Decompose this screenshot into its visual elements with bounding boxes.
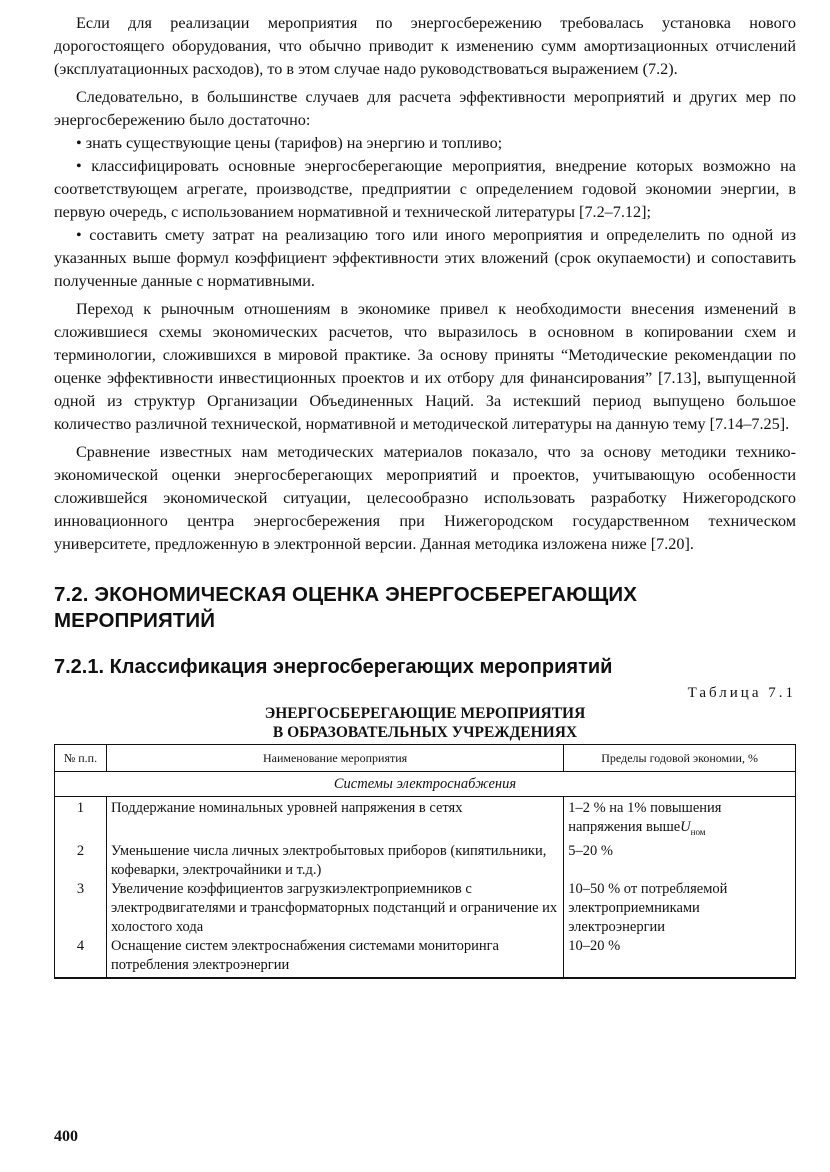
row-saving (564, 797, 796, 842)
voltage-subscript: ном (690, 826, 706, 837)
row-name: Поддержание номинальных уровней напряжения в сетях (106, 797, 563, 842)
header-name: Наименование мероприятия (106, 745, 563, 772)
page-content (54, 12, 796, 979)
table-row (55, 937, 796, 978)
row-saving: 10–20 % (564, 937, 796, 978)
row-number: 3 (55, 880, 107, 937)
row-saving: 5–20 % (564, 842, 796, 880)
subsection-heading: 7.2.1. Классификация энергосберегающих мероприятий (54, 656, 613, 678)
table-label: Таблица 7.1 (687, 685, 796, 701)
header-saving: Пределы годовой экономии, % (564, 745, 796, 772)
table-header-row (55, 745, 796, 772)
table-row (55, 842, 796, 880)
row-number: 2 (55, 842, 107, 880)
paragraph-4: Сравнение известных нам методических материалов показало, что за основу методики технико-экономической оценки энергосберегающих мероприятий и проектов, учитывающую особенности сложившейся экономической ситуации, целесообразно использовать разработку Нижегородского инновационного центра энергосбережения при Нижегородском государственном техническом университете, предложенную в электронной версии. Данная методика изложена ниже [7.20]. (54, 443, 796, 553)
table-title (54, 704, 796, 742)
row-name: Уменьшение числа личных электробытовых приборов (кипятильники, кофеварки, электрочайники и т.д.) (106, 842, 563, 880)
table-row (55, 880, 796, 937)
table-title-line2: В ОБРАЗОВАТЕЛЬНЫХ УЧРЕЖДЕНИЯХ (272, 724, 578, 741)
bullet-1: • знать существующие цены (тарифов) на энергию и топливо; (76, 134, 503, 152)
table-row (55, 797, 796, 842)
bullet-2: • классифицировать основные энергосберегающие мероприятия, внедрение которых возможно на соответствующем агрегате, производстве, предприятии с определением годовой экономии энергии, в первую очередь, с использованием нормативной и технической литературы [7.2–7.12]; (54, 157, 796, 221)
page-number: 400 (54, 1128, 78, 1145)
measures-table (54, 744, 796, 979)
table-title-line1: ЭНЕРГОСБЕРЕГАЮЩИЕ МЕРОПРИЯТИЯ (264, 705, 586, 722)
row-name: Оснащение систем электроснабжения системами мониторинга потребления электроэнергии (106, 937, 563, 978)
section-heading: 7.2. ЭКОНОМИЧЕСКАЯ ОЦЕНКА ЭНЕРГОСБЕРЕГАЮЩИХ МЕРОПРИЯТИЙ (54, 583, 637, 632)
row-name: Увеличение коэффициентов загрузкиэлектроприемников с электродвигателями и трансформаторных подстанций и ограничение их холостого хода (106, 880, 563, 937)
row-saving: 10–50 % от потребляемой электроприемниками электроэнергии (564, 880, 796, 937)
row-number: 4 (55, 937, 107, 978)
row-number: 1 (55, 797, 107, 842)
paragraph-1: Если для реализации мероприятия по энергосбережению требовалась установка нового дорогостоящего оборудования, что обычно приводит к изменению сумм амортизационных отчислений (эксплуатационных расходов), то в этом случае надо руководствоваться выражением (7.2). (54, 14, 796, 78)
group-label: Системы электроснабжения (55, 772, 796, 797)
group-row (55, 772, 796, 797)
row-saving-text: 1–2 % на 1% повышения напряжения выше (568, 800, 722, 835)
bullet-3: • составить смету затрат на реализацию того или иного мероприятия и определелить по одной из указанных выше формул коэффициент эффективности этих вложений (срок окупаемости) и сопоставить полученные данные с нормативными. (54, 226, 796, 290)
paragraph-2: Следовательно, в большинстве случаев для расчета эффективности мероприятий и других мер по энергосбережению было достаточно: (54, 88, 796, 129)
paragraph-3: Переход к рыночным отношениям в экономике привел к необходимости внесения изменений в сложившиеся схемы экономических расчетов, что выразилось в основном в копировании схем и терминологии, сложившихся в мировой практике. За основу приняты “Методические рекомендации по оценке эффективности инвестиционных проектов и их отбору для финансирования” [7.13], выпущенной одной из структур Организации Объединенных Наций. За истекший период выпущено большое количество различной технической, нормативной и методической литературы на данную тему [7.14–7.25]. (54, 300, 796, 433)
voltage-symbol: U (680, 819, 691, 835)
header-number: № п.п. (55, 745, 107, 772)
